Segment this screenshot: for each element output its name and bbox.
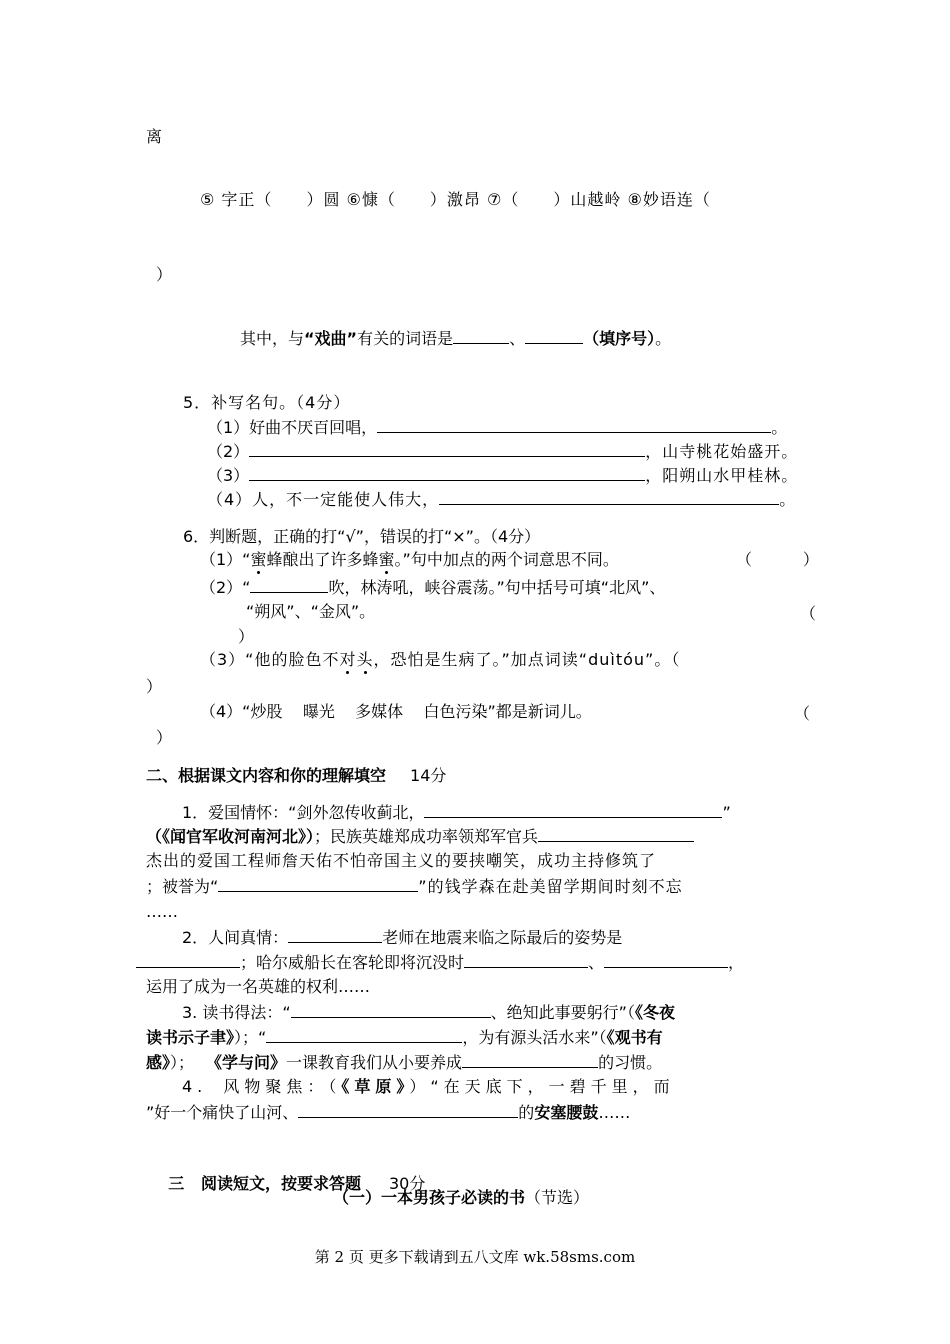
s2-p4-c: ）“在天底下，一碧千里，而: [409, 1077, 675, 1096]
q5-l1-end: 。: [771, 418, 788, 437]
reading-title-note: （节选）: [525, 1188, 590, 1207]
s2-p1-c: （《闻官军收河南河北》）: [146, 827, 315, 846]
section-2-heading: [146, 765, 446, 787]
q6-s1-c: 。”句中加点的两个词意思不同。: [394, 550, 619, 569]
answer-blank[interactable]: [298, 1101, 518, 1118]
s2-p3-e: ）；“: [234, 1028, 267, 1047]
answer-blank[interactable]: [288, 926, 382, 943]
answer-blank[interactable]: [266, 1026, 462, 1043]
s2-p1-d: ；民族英雄郑成功率领郑军官兵: [314, 827, 539, 846]
section-2-score: 14分: [410, 766, 447, 785]
s2-p3-c: 《冬夜: [634, 1003, 675, 1022]
s2-p3-line1: [182, 1001, 675, 1024]
q5-l2-pre: （2）: [207, 442, 250, 461]
s2-p3-l: 的习惯。: [598, 1053, 663, 1072]
s2-p2-line2: [136, 951, 744, 974]
dotted-char: 头: [356, 650, 374, 669]
q6-s2-b: 吹，林涛吼，峡谷震荡。”句中括号可填“北风”、: [328, 578, 666, 597]
q4-instr-end: 。: [655, 329, 672, 348]
s2-p1-b: ”: [722, 803, 731, 822]
s2-p2-e: ，: [728, 953, 745, 972]
q6-item-4: （4）“炒股 曝光 多媒体 白色污染”都是新词儿。: [200, 702, 592, 721]
answer-blank[interactable]: [525, 327, 583, 344]
s2-p2-b: 老师在地震来临之际最后的姿势是: [382, 928, 623, 947]
q6-s3-a: （3）“他的脸色不: [200, 650, 340, 669]
answer-blank[interactable]: [249, 464, 645, 481]
idiom-5-b: ）圆: [306, 190, 341, 209]
answer-blank[interactable]: [218, 875, 418, 892]
s2-p3-j: 《学与问》: [206, 1053, 287, 1072]
answer-blank[interactable]: [291, 1001, 491, 1018]
q5-l4-end: 。: [779, 490, 796, 509]
q4-instr-mid: 有关的词语是: [357, 329, 454, 348]
q5-l3-pre: （3）: [207, 466, 250, 485]
idiom-8-a: ⑧妙语连（: [627, 190, 711, 209]
q6-s3-b: ，恐怕是生病了。”加点词读“duìtóu”。（: [373, 650, 681, 669]
section-3-score: 30分: [389, 1174, 426, 1193]
idiom-6-a: ⑥慷（: [346, 190, 396, 209]
reading-title: [333, 1187, 589, 1209]
s2-p3-g: 《观书有: [606, 1028, 663, 1047]
s2-p3-a: 3. 读书得法：“: [182, 1003, 291, 1022]
answer-blank[interactable]: [538, 825, 694, 842]
s2-p4-b: 《草原》: [341, 1077, 410, 1096]
s2-p3-i: ）；: [170, 1053, 195, 1072]
s2-p2-c: ；哈尔威船长在客轮即将沉没时: [240, 953, 465, 972]
answer-blank[interactable]: [439, 488, 779, 505]
answer-blank[interactable]: [464, 951, 588, 968]
s2-p3-h: 感》: [146, 1053, 171, 1072]
answer-blank[interactable]: [250, 576, 328, 593]
q4-instruction: [240, 327, 671, 350]
dotted-char: 对: [339, 650, 357, 669]
q6-title: 6．判断题，正确的打“√”，错误的打“×”。（4分）: [183, 527, 541, 546]
answer-blank[interactable]: [424, 801, 722, 818]
s2-p1-a: 1．爱国情怀：“剑外忽传收蓟北，: [182, 803, 425, 822]
s2-p4-a: 4. 风物聚焦：（: [182, 1077, 342, 1096]
s2-p1-line1: [182, 801, 731, 824]
q5-l3-end: ，阳朔山水甲桂林。: [645, 466, 799, 485]
q5-title: 5．补写名句。（4分）: [183, 393, 351, 412]
q6-item-2: [200, 576, 665, 599]
idiom-close-paren: ）: [156, 265, 173, 284]
dotted-char: 蜜: [378, 550, 395, 569]
answer-blank[interactable]: [136, 951, 240, 968]
s2-p3-d: 读书示子聿》: [146, 1028, 235, 1047]
q4-instr-sep: 、: [509, 329, 526, 348]
page-footer: 第 2 页 更多下载请到五八文库 wk.58sms.com: [314, 1248, 636, 1266]
q6-item-1: [200, 549, 619, 571]
s2-p4-line2: [146, 1101, 630, 1124]
s2-p1-line3: 杰出的爱国工程师詹天佑不怕帝国主义的要挟嘲笑，成功主持修筑了: [146, 851, 657, 870]
q5-l1-text: （1）好曲不厌百回唱，: [207, 418, 378, 437]
idiom-row: [200, 189, 810, 211]
q4-instr-pre: 其中，与: [240, 329, 305, 348]
answer-blank[interactable]: [462, 1051, 598, 1068]
section-3-title: 三 阅读短文，按要求答题: [168, 1174, 361, 1193]
q6-item-3-paren-close: ）: [146, 677, 163, 696]
q5-l2-end: ，山寺桃花始盛开。: [645, 442, 799, 461]
s2-p4-g: ……: [598, 1103, 631, 1122]
q5-line-2: [207, 440, 798, 463]
s2-p3-f: ，为有源头活水来”（: [462, 1028, 607, 1047]
q6-item-1-paren[interactable]: （ ）: [736, 550, 819, 569]
idiom-6-b: ）激昂: [429, 190, 481, 209]
q6-s1-a: （1）“: [200, 550, 251, 569]
s2-p1-g: ”的钱学森在赴美留学期间时刻不忘: [418, 877, 683, 896]
s2-p3-line3: [146, 1051, 662, 1074]
q6-s1-b: 蜂酿出了许多蜂: [266, 550, 379, 569]
s2-p2-line3: 运用了成为一名英雄的权利……: [146, 977, 371, 996]
s2-p1-line4: [146, 875, 683, 898]
answer-blank[interactable]: [249, 440, 645, 457]
q6-item-2-cont: “朔风”、“金风”。: [246, 602, 376, 621]
idiom-7-a: ⑦（: [487, 190, 520, 209]
s2-p2-a: 2．人间真情：: [182, 928, 289, 947]
s2-p1-line5: ……: [146, 902, 178, 921]
s2-p1-line2: [146, 825, 694, 848]
q6-item-3: [200, 649, 680, 671]
q4-instr-paren: （填序号）: [583, 329, 656, 348]
s2-p4-line1: [182, 1076, 675, 1098]
s2-p2-line1: [182, 926, 622, 949]
s2-p1-f: ；被誉为“: [146, 877, 219, 896]
answer-blank[interactable]: [377, 416, 771, 433]
q5-line-1: [207, 416, 787, 439]
q6-item-4-paren-open: （: [794, 704, 811, 723]
q6-item-2-paren-open: （: [800, 604, 817, 623]
q5-line-3: [207, 464, 798, 487]
idiom-7-b: ）山越岭: [553, 190, 622, 209]
q5-line-4: [207, 488, 795, 511]
q4-instr-bold: “戏曲”: [304, 329, 358, 348]
s2-p2-d: 、: [588, 953, 605, 972]
answer-blank[interactable]: [604, 951, 728, 968]
dotted-char: 蜜: [250, 550, 267, 569]
s2-p3-b: 、绝知此事要躬行”（: [490, 1003, 635, 1022]
s2-p4-d: ”好一个痛快了山河、: [146, 1103, 299, 1122]
reading-title-main: （一）一本男孩子必读的书: [333, 1188, 526, 1207]
q6-s2-a: （2）“: [200, 578, 251, 597]
q6-item-4-paren-close: ）: [156, 728, 173, 747]
idiom-5-a: ⑤ 字正（: [200, 190, 273, 209]
section-2-title: 二、根据课文内容和你的理解填空: [146, 766, 387, 785]
s2-p4-e: 的: [518, 1103, 535, 1122]
s2-p4-f: 安塞腰鼓: [534, 1103, 599, 1122]
q6-item-2-paren-close: ）: [238, 627, 255, 646]
answer-blank[interactable]: [453, 327, 509, 344]
s2-p3-line2: [146, 1026, 663, 1049]
s2-p3-k: 一课教育我们从小要养成: [286, 1053, 463, 1072]
continued-char: 离: [146, 127, 163, 146]
q5-l4-text: （4）人，不一定能使人伟大，: [207, 490, 440, 509]
